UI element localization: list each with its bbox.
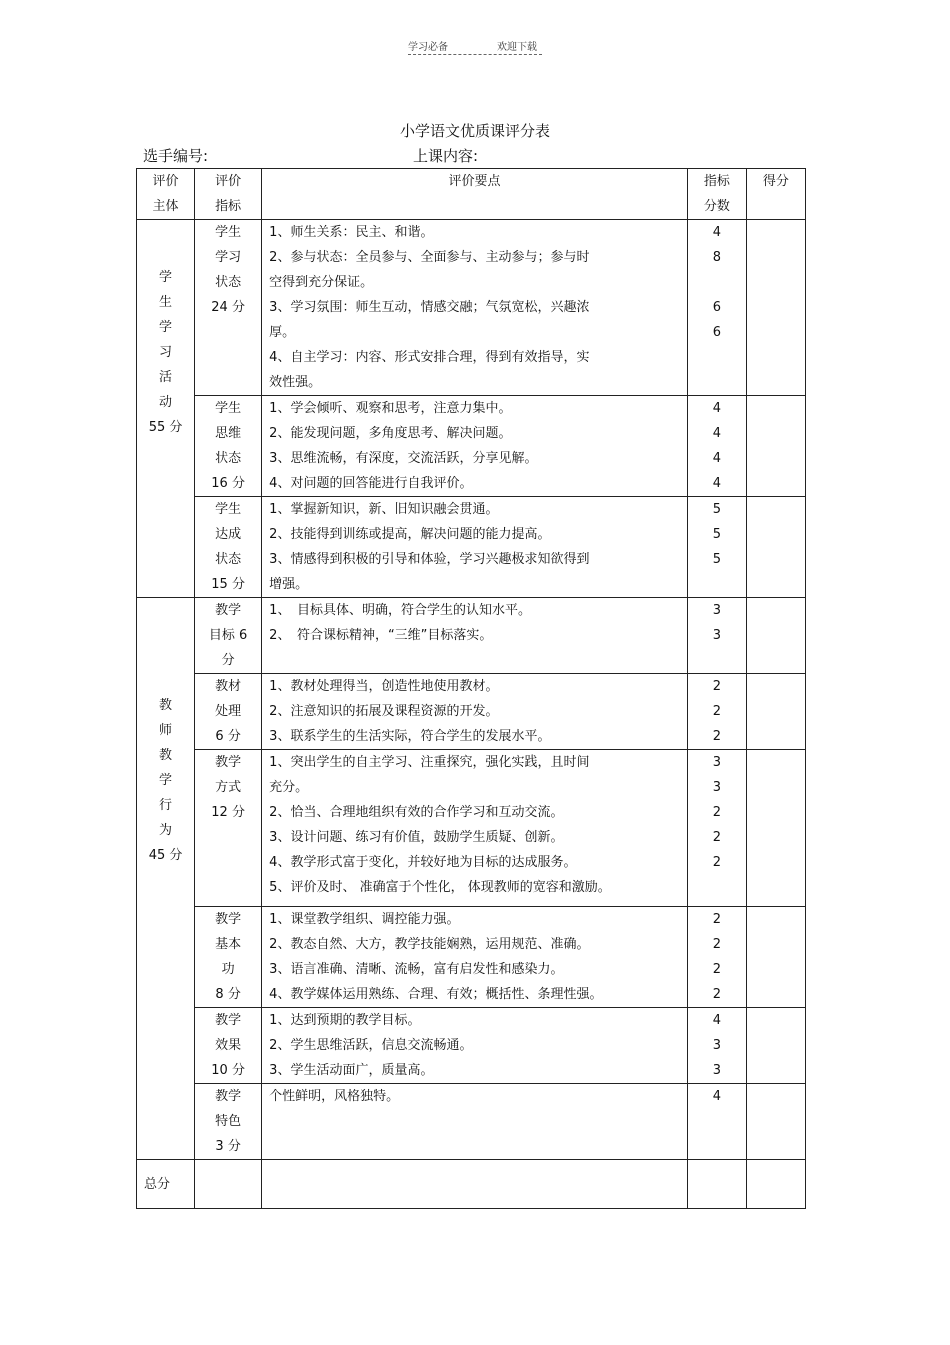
got-score-cell[interactable] [746, 907, 805, 1008]
got-score-cell[interactable] [746, 598, 805, 674]
point-text: 厚。 [269, 325, 296, 340]
got-score-cell[interactable] [746, 1008, 805, 1084]
table-row [137, 907, 806, 1008]
point-text: 3、学习氛围：师生互动，情感交融；气氛宽松，兴趣浓 [269, 300, 590, 315]
got-score-cell[interactable] [746, 674, 805, 750]
score-value: 6 [712, 325, 721, 340]
total-indicator-cell [195, 1160, 262, 1209]
score-value: 3 [712, 628, 721, 643]
score-value [688, 345, 746, 370]
blank-line [269, 1109, 687, 1134]
lesson-content-label: 上课内容: [413, 147, 479, 165]
subject-cell [137, 220, 195, 598]
indicator-cell [195, 497, 262, 598]
indicator-text: 12 分 [211, 805, 245, 820]
subject-text: 学 [159, 270, 173, 285]
point-text: 1、达到预期的教学目标。 [269, 1013, 421, 1028]
got-score-cell[interactable] [746, 1084, 805, 1160]
col-score: 指标 分数 [687, 169, 746, 220]
indicator-cell [195, 907, 262, 1008]
total-row [137, 1160, 806, 1209]
indicator-text: 分 [221, 653, 235, 668]
header-rule [408, 54, 542, 55]
point-text: 效性强。 [269, 375, 322, 390]
score-cell [687, 497, 746, 598]
point-text: 2、恰当、合理地组织有效的合作学习和互动交流。 [269, 805, 564, 820]
subject-text: 活 [159, 370, 173, 385]
col-points: 评价要点 [262, 169, 688, 220]
subject-text: 习 [159, 345, 173, 360]
table-row [137, 750, 806, 907]
score-value [688, 270, 746, 295]
col-subject: 评价 主体 [137, 169, 195, 220]
indicator-text: 24 分 [211, 300, 245, 315]
score-value: 6 [712, 300, 721, 315]
indicator-text: 10 分 [211, 1063, 245, 1078]
table-row [137, 497, 806, 598]
score-cell [687, 750, 746, 907]
indicator-text: 教学 [215, 1013, 242, 1028]
total-label: 总分 [137, 1160, 195, 1209]
indicator-text: 状态 [215, 552, 242, 567]
subject-text: 动 [159, 395, 173, 410]
point-text: 2、注意知识的拓展及课程资源的开发。 [269, 704, 499, 719]
score-value: 2 [712, 962, 721, 977]
blank-line [269, 1134, 687, 1159]
table-row [137, 396, 806, 497]
subject-text: 行 [159, 798, 173, 813]
points-cell [262, 1084, 688, 1160]
got-score-cell[interactable] [746, 497, 805, 598]
indicator-text: 状态 [215, 275, 242, 290]
points-cell [262, 1008, 688, 1084]
indicator-text: 15 分 [211, 577, 245, 592]
indicator-cell [195, 220, 262, 396]
point-text: 1、课堂教学组织、调控能力强。 [269, 912, 460, 927]
point-text: 2、能发现问题，多角度思考、解决问题。 [269, 426, 512, 441]
point-text: 4、教学媒体运用熟练、合理、有效；概括性、条理性强。 [269, 987, 603, 1002]
score-value: 3 [712, 1038, 721, 1053]
points-cell [262, 220, 688, 396]
point-text: 4、对问题的回答能进行自我评价。 [269, 476, 473, 491]
score-value [688, 875, 746, 900]
score-value: 3 [712, 1063, 721, 1078]
indicator-text: 6 分 [215, 729, 241, 744]
indicator-text: 思维 [215, 426, 242, 441]
table-row [137, 674, 806, 750]
indicator-text: 学生 [215, 225, 242, 240]
point-text: 充分。 [269, 780, 309, 795]
point-text: 2、学生思维活跃，信息交流畅通。 [269, 1038, 473, 1053]
point-text: 1、 目标具体、明确，符合学生的认知水平。 [269, 603, 531, 618]
score-value: 4 [712, 1089, 721, 1104]
indicator-text: 学习 [215, 250, 242, 265]
blank-line [269, 648, 687, 673]
points-cell [262, 750, 688, 907]
indicator-text: 教学 [215, 603, 242, 618]
score-cell [687, 674, 746, 750]
score-cell [687, 1084, 746, 1160]
indicator-text: 效果 [215, 1038, 242, 1053]
point-text: 2、参与状态：全员参与、全面参与、主动参与；参与时 [269, 250, 590, 265]
player-number-label: 选手编号: [143, 147, 209, 165]
header-row [137, 169, 806, 220]
point-text: 1、教材处理得当，创造性地使用教材。 [269, 679, 499, 694]
point-text: 3、语言准确、清晰、流畅，富有启发性和感染力。 [269, 962, 564, 977]
spacer [269, 900, 687, 906]
score-value: 2 [712, 805, 721, 820]
indicator-cell [195, 396, 262, 497]
point-text: 3、学生活动面广，质量高。 [269, 1063, 434, 1078]
points-cell [262, 396, 688, 497]
point-text: 增强。 [269, 577, 309, 592]
indicator-text: 8 分 [215, 987, 241, 1002]
point-text: 个性鲜明，风格独特。 [269, 1089, 400, 1104]
indicator-text: 16 分 [211, 476, 245, 491]
score-value: 5 [712, 502, 721, 517]
points-cell [262, 907, 688, 1008]
points-cell [262, 497, 688, 598]
point-text: 空得到充分保证。 [269, 275, 374, 290]
point-text: 2、 符合课标精神，“三维”目标落实。 [269, 628, 493, 643]
indicator-text: 目标 6 [208, 628, 248, 643]
score-value [688, 370, 746, 395]
point-text: 5、评价及时、 准确富于个性化， 体现教师的宽容和激励。 [269, 880, 611, 895]
indicator-text: 特色 [215, 1114, 242, 1129]
indicator-text: 教学 [215, 1089, 242, 1104]
score-value: 2 [712, 830, 721, 845]
score-cell [687, 1008, 746, 1084]
point-text: 1、突出学生的自主学习、注重探究，强化实践，且时间 [269, 755, 590, 770]
total-points-cell [262, 1160, 688, 1209]
indicator-text: 达成 [215, 527, 242, 542]
indicator-text: 学生 [215, 401, 242, 416]
score-value: 2 [712, 987, 721, 1002]
subject-text: 教 [159, 698, 173, 713]
score-cell [687, 396, 746, 497]
got-score-cell[interactable] [746, 220, 805, 396]
score-value: 4 [712, 451, 721, 466]
score-value: 4 [712, 1013, 721, 1028]
col-got: 得分 [746, 169, 805, 220]
score-cell [687, 598, 746, 674]
subject-text: 学 [159, 773, 173, 788]
table-row [137, 220, 806, 396]
point-text: 1、师生关系：民主、和谐。 [269, 225, 434, 240]
score-value: 3 [712, 755, 721, 770]
indicator-text: 功 [221, 962, 235, 977]
point-text: 3、思维流畅，有深度，交流活跃，分享见解。 [269, 451, 538, 466]
got-score-cell[interactable] [746, 396, 805, 497]
point-text: 2、技能得到训练或提高，解决问题的能力提高。 [269, 527, 551, 542]
score-value: 2 [712, 729, 721, 744]
score-value: 5 [712, 527, 721, 542]
point-text: 1、掌握新知识，新、旧知识融会贯通。 [269, 502, 499, 517]
point-text: 4、教学形式富于变化，并较好地为目标的达成服务。 [269, 855, 577, 870]
score-value: 5 [712, 552, 721, 567]
indicator-text: 状态 [215, 451, 242, 466]
page-title: 小学语文优质课评分表 [399, 122, 550, 140]
score-cell [687, 907, 746, 1008]
score-value: 2 [712, 704, 721, 719]
indicator-text: 方式 [215, 780, 242, 795]
score-value [688, 572, 746, 597]
subject-text: 45 分 [148, 848, 183, 863]
indicator-cell [195, 674, 262, 750]
subject-text: 生 [159, 295, 173, 310]
indicator-text: 学生 [215, 502, 242, 517]
score-value: 3 [712, 603, 721, 618]
points-cell [262, 598, 688, 674]
subject-cell [137, 598, 195, 1160]
indicator-cell [195, 1084, 262, 1160]
got-score-cell[interactable] [746, 750, 805, 907]
total-score-cell [687, 1160, 746, 1209]
indicator-text: 教学 [215, 912, 242, 927]
point-text: 3、设计问题、练习有价值，鼓励学生质疑、创新。 [269, 830, 564, 845]
indicator-text: 3 分 [215, 1139, 241, 1154]
subject-text: 学 [159, 320, 173, 335]
indicator-text: 教学 [215, 755, 242, 770]
table-row [137, 1084, 806, 1160]
score-value: 2 [712, 855, 721, 870]
point-text: 2、教态自然、大方，教学技能娴熟，运用规范、准确。 [269, 937, 590, 952]
point-text: 4、自主学习：内容、形式安排合理，得到有效指导，实 [269, 350, 590, 365]
indicator-cell [195, 1008, 262, 1084]
point-text: 1、学会倾听、观察和思考，注意力集中。 [269, 401, 512, 416]
header-left: 学习必备 [408, 42, 448, 53]
col-indicator: 评价 指标 [195, 169, 262, 220]
score-value: 4 [712, 401, 721, 416]
score-value: 4 [712, 426, 721, 441]
indicator-cell [195, 750, 262, 907]
subject-text: 师 [159, 723, 173, 738]
table-row [137, 598, 806, 674]
score-value: 4 [712, 225, 721, 240]
score-cell [687, 220, 746, 396]
score-value: 8 [712, 250, 721, 265]
subject-text: 55 分 [148, 420, 183, 435]
point-text: 3、联系学生的生活实际，符合学生的发展水平。 [269, 729, 551, 744]
subject-text: 为 [159, 823, 173, 838]
indicator-text: 教材 [215, 679, 242, 694]
indicator-text: 处理 [215, 704, 242, 719]
scoring-table [136, 168, 806, 1209]
point-text: 3、情感得到积极的引导和体验，学习兴趣极求知欲得到 [269, 552, 590, 567]
score-value: 2 [712, 937, 721, 952]
subject-text: 教 [159, 748, 173, 763]
header-right: 欢迎下载 [497, 42, 537, 53]
points-cell [262, 674, 688, 750]
table-row [137, 1008, 806, 1084]
score-value: 2 [712, 679, 721, 694]
score-value: 2 [712, 912, 721, 927]
indicator-text: 基本 [215, 937, 242, 952]
indicator-cell [195, 598, 262, 674]
score-value: 4 [712, 476, 721, 491]
total-got-cell[interactable] [746, 1160, 805, 1209]
score-value: 3 [712, 780, 721, 795]
